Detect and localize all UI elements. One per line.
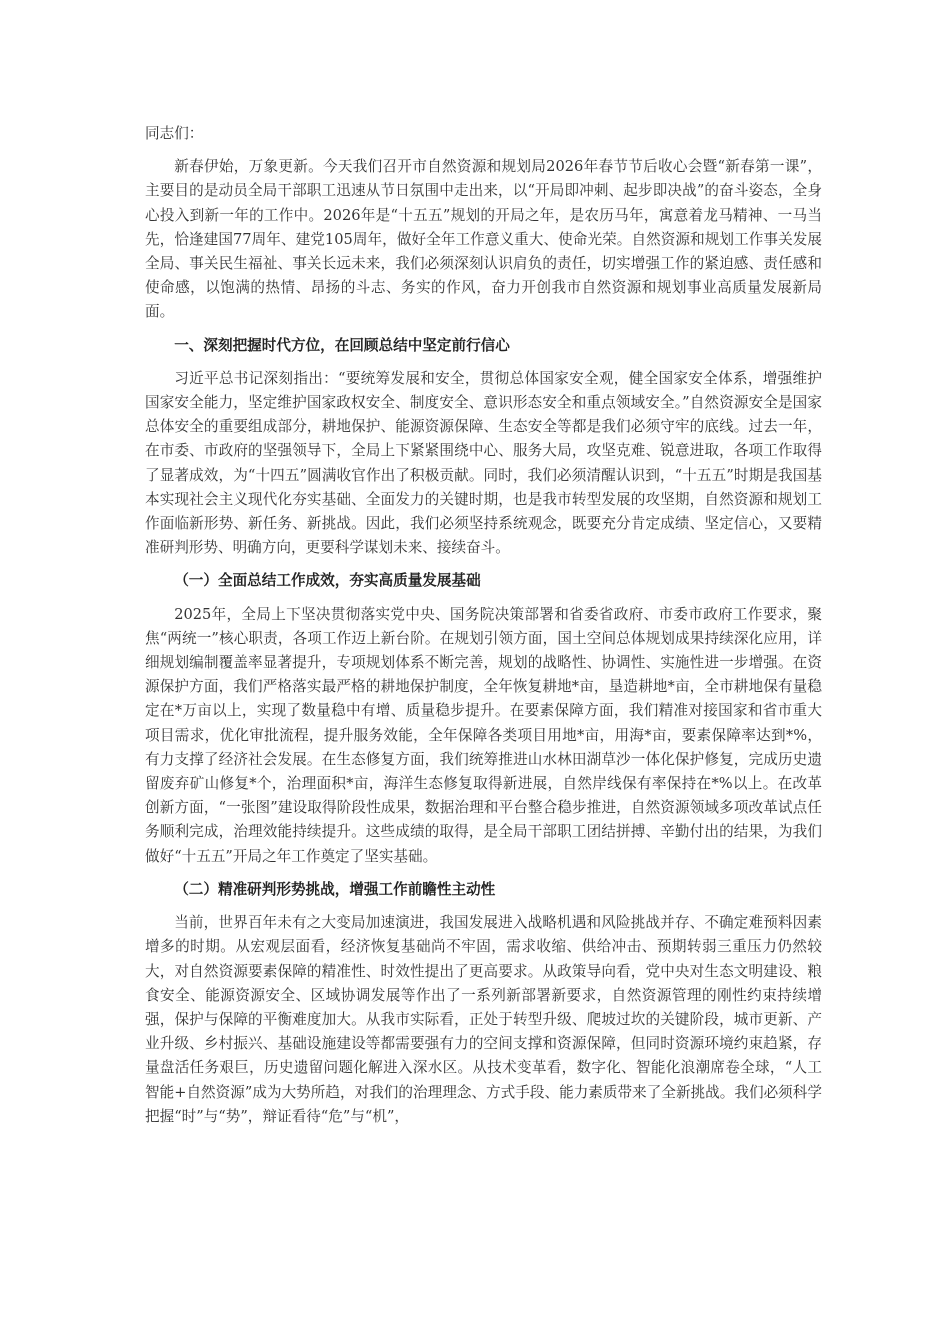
section-1-heading: 一、深刻把握时代方位，在回顾总结中坚定前行信心 xyxy=(174,336,510,354)
salutation: 同志们： xyxy=(145,125,204,142)
subsection-1-paragraph: 2025年，全局上下坚决贯彻落实党中央、国务院决策部署和省委省政府、市委市政府工作要求，聚焦“两统一”核心职责，各项工作迈上新台阶。在规划引领方面，国土空间总体规划成果持续深化应用，详细规划编制覆盖率显著提升，专项规划体系不断完善，规划的战略性、协调性、实施性进一步增强。在资源保护方面，我们严格落实最严格的耕地保护制度，全年恢复耕地*亩，垦造耕地*亩，全市耕地保有量稳定在*万亩以上，实现了数量稳中有增、质量稳步提升。在要素保障方面，我们精准对接国家和省市重大项目需求，优化审批流程，提升服务效能，全年保障各类项目用地*亩，用海*亩，要素保障率达到*%，有力支撑了经济社会发展。在生态修复方面，我们统筹推进山水林田湖草沙一体化保护修复，完成历史遗留废弃矿山修复*个，治理面积*亩，海洋生态修复取得新进展，自然岸线保有率保持在*%以上。在改革创新方面，“一张图”建设取得阶段性成果，数据治理和平台整合稳步推进，自然资源领域多项改革试点任务顺利完成，治理效能持续提升。这些成绩的取得，是全局干部职工团结拼搏、辛勤付出的结果，为我们做好“十五五”开局之年工作奠定了坚实基础。 xyxy=(145,605,822,865)
document-body xyxy=(145,122,822,1138)
section-1-paragraph: 习近平总书记深刻指出：“要统筹发展和安全，贯彻总体国家安全观，健全国家安全体系，增强维护国家安全能力，坚定维护国家政权安全、制度安全、意识形态安全和重点领域安全。”自然资源安全是国家总体安全的重要组成部分，耕地保护、能源资源保障、生态安全等都是我们必须守牢的底线。过去一年，在市委、市政府的坚强领导下，全局上下紧紧围绕中心、服务大局，攻坚克难、锐意进取，各项工作取得了显著成效，为“十四五”圆满收官作出了积极贡献。同时，我们必须清醒认识到，“十五五”时期是我国基本实现社会主义现代化夯实基础、全面发力的关键时期，也是我市转型发展的攻坚期，自然资源和规划工作面临新形势、新任务、新挑战。因此，我们必须坚持系统观念，既要充分肯定成绩、坚定信心，又要精准研判形势、明确方向，更要科学谋划未来、接续奋斗。 xyxy=(145,369,822,557)
subsection-2-paragraph: 当前，世界百年未有之大变局加速演进，我国发展进入战略机遇和风险挑战并存、不确定难预料因素增多的时期。从宏观层面看，经济恢复基础尚不牢固，需求收缩、供给冲击、预期转弱三重压力仍然较大，对自然资源要素保障的精准性、时效性提出了更高要求。从政策导向看，党中央对生态文明建设、粮食安全、能源资源安全、区域协调发展等作出了一系列新部署新要求，自然资源管理的刚性约束持续增强，保护与保障的平衡难度加大。从我市实际看，正处于转型升级、爬坡过坎的关键阶段，城市更新、产业升级、乡村振兴、基础设施建设等都需要强有力的空间支撑和资源保障，但同时资源环境约束趋紧，存量盘活任务艰巨，历史遗留问题化解进入深水区。从技术变革看，数字化、智能化浪潮席卷全球，“人工智能+自然资源”成为大势所趋，对我们的治理理念、方式手段、能力素质带来了全新挑战。我们必须科学把握“时”与“势”，辩证看待“危”与“机”， xyxy=(145,914,822,1125)
intro-paragraph: 新春伊始，万象更新。今天我们召开市自然资源和规划局2026年春节节后收心会暨“新春第一课”，主要目的是动员全局干部职工迅速从节日氛围中走出来，以“开局即冲刺、起步即决战”的奋斗姿态，全身心投入到新一年的工作中。2026年是“十五五”规划的开局之年，是农历马年，寓意着龙马精神、一马当先，恰逢建国77周年、建党105周年，做好全年工作意义重大、使命光荣。自然资源和规划工作事关发展全局、事关民生福祉、事关长远未来，我们必须深刻认识肩负的责任，切实增强工作的紧迫感、责任感和使命感，以饱满的热情、昂扬的斗志、务实的作风，奋力开创我市自然资源和规划事业高质量发展新局面。 xyxy=(145,158,822,321)
subsection-1-heading: （一）全面总结工作成效，夯实高质量发展基础 xyxy=(174,572,481,590)
subsection-2-heading: （二）精准研判形势挑战，增强工作前瞻性主动性 xyxy=(174,880,496,898)
